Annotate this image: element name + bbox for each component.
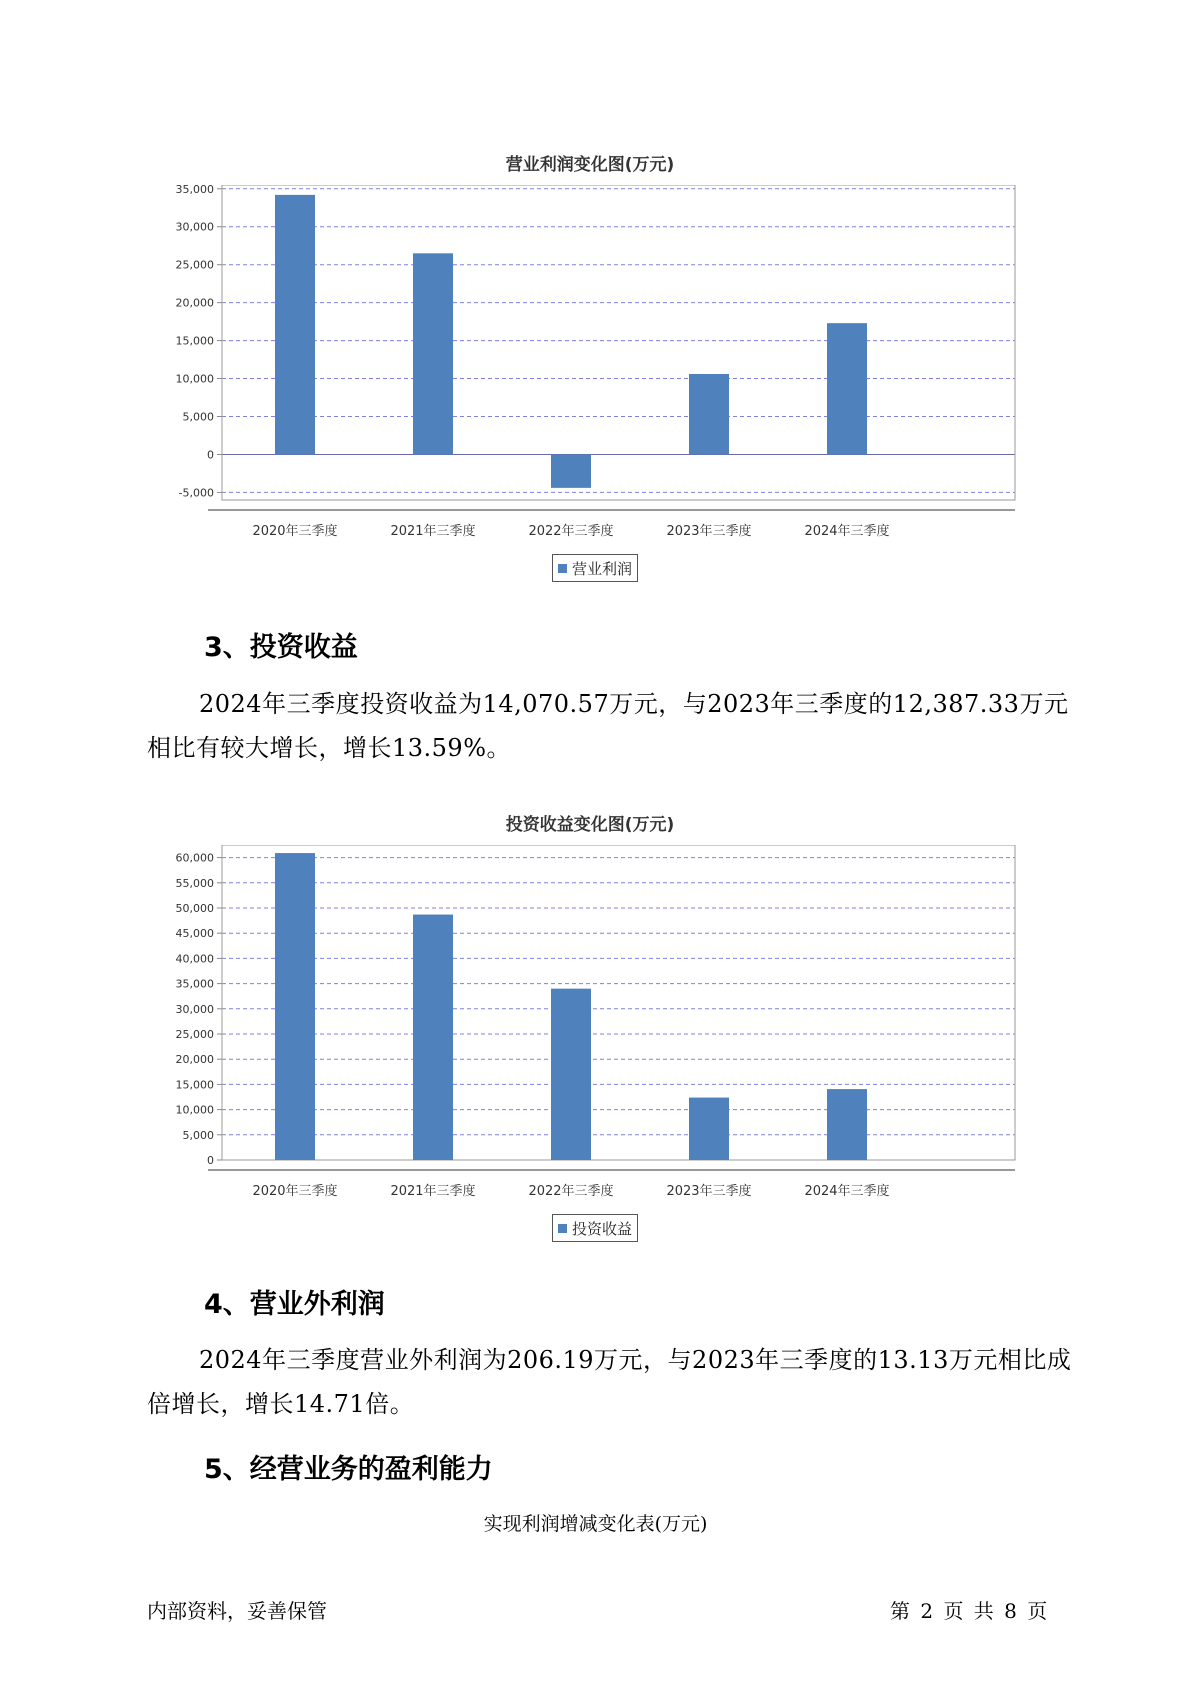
x-tick-label: 2023年三季度 xyxy=(666,1184,752,1199)
y-tick-label: 35,000 xyxy=(175,977,214,991)
plot-border xyxy=(222,185,1015,500)
footer-confidential-note: 内部资料，妥善保管 xyxy=(147,1599,327,1623)
y-tick-label: 50,000 xyxy=(175,902,214,915)
bar xyxy=(827,1089,867,1160)
y-tick-label: 15,000 xyxy=(175,334,214,348)
x-tick-label: 2022年三季度 xyxy=(528,1184,614,1199)
investment-income-chart xyxy=(160,800,1020,1250)
y-tick-label: 20,000 xyxy=(175,296,214,310)
legend-swatch xyxy=(558,1224,567,1233)
table-caption: 实现利润增减变化表(万元) xyxy=(483,1513,708,1535)
y-tick-label: 25,000 xyxy=(175,258,214,272)
bar xyxy=(551,989,591,1160)
y-tick-label: 20,000 xyxy=(175,1053,214,1067)
y-tick-label: 0 xyxy=(207,448,214,462)
plot-border xyxy=(222,845,1015,1160)
x-tick-label: 2022年三季度 xyxy=(528,524,614,539)
y-tick-label: 45,000 xyxy=(175,927,214,941)
footer-page-number: 第 2 页 共 8 页 xyxy=(890,1599,1048,1623)
bar xyxy=(275,853,315,1160)
operating-profit-chart xyxy=(160,140,1020,590)
legend-label: 投资收益 xyxy=(572,1219,633,1238)
y-tick-label: 0 xyxy=(207,1154,214,1167)
y-tick-label: 10,000 xyxy=(175,372,214,386)
bar xyxy=(413,253,453,454)
section-heading-investment-income: 3、投资收益 xyxy=(204,632,358,663)
x-tick-label: 2023年三季度 xyxy=(666,524,752,539)
y-tick-label: 30,000 xyxy=(175,1002,214,1016)
y-tick-label: 25,000 xyxy=(175,1028,214,1041)
x-tick-label: 2020年三季度 xyxy=(252,524,338,539)
section-heading-profitability: 5、经营业务的盈利能力 xyxy=(204,1454,493,1485)
y-tick-label: -5,000 xyxy=(178,486,214,500)
y-tick-label: 60,000 xyxy=(175,851,214,865)
bar xyxy=(413,915,453,1160)
y-tick-label: 35,000 xyxy=(175,185,214,196)
y-tick-label: 15,000 xyxy=(175,1078,214,1092)
x-tick-label: 2024年三季度 xyxy=(804,1184,890,1199)
y-tick-label: 30,000 xyxy=(175,220,214,234)
bar xyxy=(689,374,729,454)
legend-label: 营业利润 xyxy=(572,559,633,578)
bar xyxy=(689,1098,729,1160)
chart-plot xyxy=(160,845,1020,1245)
y-tick-label: 10,000 xyxy=(175,1103,214,1117)
section-heading-non-operating-profit: 4、营业外利润 xyxy=(204,1289,385,1320)
chart-plot xyxy=(160,185,1020,585)
bar xyxy=(827,323,867,454)
bar xyxy=(551,454,591,487)
chart-title: 投资收益变化图(万元) xyxy=(505,815,675,835)
bar xyxy=(275,195,315,455)
legend-swatch xyxy=(558,564,567,573)
x-tick-label: 2020年三季度 xyxy=(252,1184,338,1199)
x-tick-label: 2021年三季度 xyxy=(390,524,476,539)
chart-legend xyxy=(552,554,638,582)
y-tick-label: 5,000 xyxy=(182,1128,214,1142)
y-tick-label: 5,000 xyxy=(182,410,214,424)
y-tick-label: 55,000 xyxy=(175,876,214,890)
section-paragraph-investment-income: 2024年三季度投资收益为14,070.57万元，与2023年三季度的12,387.33万元相比有较大增长，增长13.59%。 xyxy=(147,690,1069,762)
x-tick-label: 2024年三季度 xyxy=(804,524,890,539)
x-tick-label: 2021年三季度 xyxy=(390,1184,476,1199)
chart-title: 营业利润变化图(万元) xyxy=(505,155,675,175)
y-tick-label: 40,000 xyxy=(175,952,214,966)
chart-legend xyxy=(552,1214,638,1242)
section-paragraph-non-operating-profit: 2024年三季度营业外利润为206.19万元，与2023年三季度的13.13万元相比成倍增长，增长14.71倍。 xyxy=(147,1346,1072,1418)
